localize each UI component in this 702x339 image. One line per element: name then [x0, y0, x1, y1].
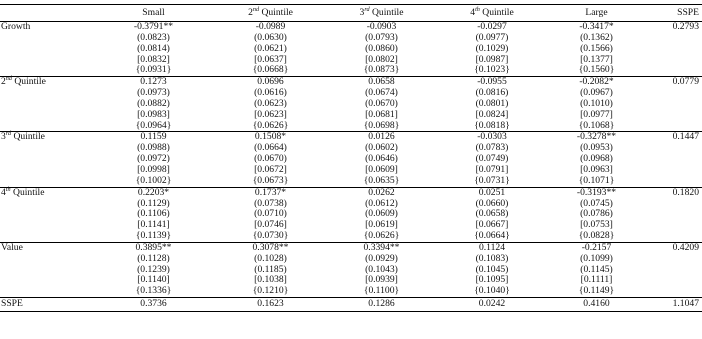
row-label-text: Growth	[1, 21, 31, 32]
table-cell: (0.0609)	[365, 208, 398, 220]
footer-row	[0, 298, 702, 312]
column-header-text: SSPE	[677, 6, 699, 18]
table-cell: (0.1185)	[254, 263, 287, 275]
table-cell: -0.3417*	[579, 21, 614, 32]
table-cell: (0.0972)	[137, 153, 170, 165]
column-header-suffix: Quintile	[479, 6, 514, 18]
sspe-cell: 0.4209	[646, 242, 702, 253]
table-cell: {0.0730}	[252, 230, 289, 242]
sspe-cell	[646, 220, 702, 231]
table-cell: [0.0619]	[365, 219, 398, 231]
sspe-cell	[646, 44, 702, 55]
sspe-cell	[646, 254, 702, 265]
row-label-text: 3	[1, 131, 6, 143]
table-cell: 0.1159	[92, 132, 215, 143]
table-cell: (0.0612)	[365, 197, 398, 209]
table-cell: (0.1129)	[137, 197, 170, 209]
row-label-suffix: Quintile	[10, 186, 45, 198]
table-cell: {0.1560}	[578, 64, 615, 76]
sspe-cell	[646, 275, 702, 286]
table-cell: -0.3278**	[547, 132, 646, 143]
sspe-cell	[646, 65, 702, 76]
table-cell: [0.0832]	[137, 53, 170, 65]
footer-cell: 1.1047	[646, 298, 702, 312]
table-cell: [0.0672]	[254, 163, 287, 175]
sspe-cell	[646, 110, 702, 121]
sspe-cell	[646, 209, 702, 220]
table-cell: (0.1145)	[580, 263, 613, 275]
row-label-superscript: rd	[5, 130, 12, 138]
column-header-6	[646, 5, 702, 22]
sspe-cell: 0.1820	[646, 187, 702, 198]
table-cell: 0.1508*	[215, 132, 326, 143]
row-label	[0, 110, 92, 121]
table-cell: {0.0931}	[135, 64, 172, 76]
table-row	[0, 44, 702, 55]
table-row	[0, 121, 702, 132]
table-cell: (0.0793)	[365, 31, 398, 43]
footer-cell: 0.4160	[547, 298, 646, 312]
row-label	[0, 165, 92, 176]
row-label-text: 2	[1, 76, 6, 88]
sspe-cell	[646, 55, 702, 66]
table-cell: (0.1099)	[580, 252, 613, 264]
table-cell: -0.3791**	[133, 21, 174, 32]
table-cell: {0.0964}	[135, 119, 172, 131]
sspe-cell: 0.0779	[646, 77, 702, 88]
table-cell: (0.1083)	[475, 252, 509, 264]
column-header-1	[92, 5, 215, 22]
table-cell: (0.0882)	[137, 97, 170, 109]
table-cell: (0.0623)	[254, 97, 287, 109]
table-cell: (0.1566)	[580, 42, 613, 54]
row-label	[0, 265, 92, 276]
table-cell: [0.0939]	[365, 274, 398, 286]
table-cell: [0.0746]	[254, 219, 287, 231]
row-label	[0, 55, 92, 66]
table-cell: -0.2157	[547, 242, 646, 253]
table-cell: -0.0303	[437, 132, 547, 143]
table-cell: (0.0602)	[365, 142, 398, 154]
table-cell: [0.0998]	[137, 163, 170, 175]
footer-cell: 0.1286	[326, 298, 437, 312]
table-cell: (0.1239)	[137, 263, 170, 275]
row-label	[0, 132, 92, 143]
table-cell: {0.0818}	[474, 119, 510, 131]
row-label-text: Value	[1, 241, 23, 253]
table-cell: {0.1068}	[578, 119, 615, 131]
table-cell: (0.0973)	[137, 87, 170, 99]
table-cell: [0.0681]	[365, 108, 398, 120]
table-cell: [0.0977]	[580, 108, 613, 120]
column-header-superscript: th	[475, 5, 480, 13]
table-cell: {0.1071}	[578, 174, 615, 186]
table-cell: (0.0749)	[475, 153, 509, 165]
table-cell: [0.0791]	[475, 163, 509, 175]
row-label	[0, 187, 92, 198]
table-cell: {0.1002}	[135, 174, 172, 186]
table-cell: (0.0664)	[254, 142, 287, 154]
sspe-cell	[646, 176, 702, 187]
table-cell: (0.0786)	[580, 208, 613, 220]
row-label	[0, 143, 92, 154]
table-cell: {0.1149}	[578, 285, 615, 297]
column-header-text: 4	[470, 6, 476, 18]
row-label-suffix: Quintile	[11, 131, 45, 143]
table-cell: 0.0251	[437, 187, 547, 198]
column-header-4	[437, 5, 547, 22]
table-cell: (0.0621)	[254, 42, 287, 54]
sspe-cell	[646, 154, 702, 165]
table-cell: {0.1336}	[135, 285, 172, 297]
sspe-cell	[646, 121, 702, 132]
row-label-text: 4	[1, 186, 6, 198]
table-row	[0, 65, 702, 76]
table-cell: -0.3193**	[547, 187, 646, 198]
sspe-cell	[646, 143, 702, 154]
row-label	[0, 254, 92, 265]
table-cell: (0.1029)	[475, 42, 509, 54]
table-cell: {0.0664}	[474, 230, 510, 242]
table-row	[0, 110, 702, 121]
sspe-cell	[646, 99, 702, 110]
column-header-text: Small	[142, 6, 165, 18]
results-table	[0, 4, 702, 312]
table-cell: {0.1023}	[474, 64, 510, 76]
row-label	[0, 44, 92, 55]
table-cell: {0.0673}	[252, 174, 289, 186]
table-cell: (0.0814)	[137, 42, 170, 54]
column-header-suffix: Quintile	[369, 6, 404, 18]
table-cell: (0.0616)	[254, 87, 287, 99]
table-cell: (0.0977)	[475, 31, 509, 43]
table-cell: {0.1100}	[363, 285, 400, 297]
table-cell: [0.0623]	[254, 108, 287, 120]
table-cell: 0.3394**	[326, 242, 437, 253]
table-cell: [0.0609]	[365, 163, 398, 175]
table-cell: [0.1140]	[137, 274, 170, 286]
table-row	[0, 286, 702, 297]
table-cell: {0.0698}	[363, 119, 400, 131]
table-cell: {0.0626}	[363, 230, 400, 242]
table-cell: [0.0983]	[137, 108, 170, 120]
column-header-0	[0, 5, 92, 22]
table-cell: 0.1737*	[215, 187, 326, 198]
row-label	[0, 275, 92, 286]
table-cell: (0.0860)	[365, 42, 398, 54]
sspe-cell	[646, 199, 702, 210]
footer-cell: 0.3736	[92, 298, 215, 312]
table-cell: (0.1128)	[137, 252, 170, 264]
table-cell: (0.1028)	[254, 252, 287, 264]
table-cell: [0.0753]	[580, 219, 613, 231]
table-cell: 0.0262	[326, 187, 437, 198]
row-label	[0, 209, 92, 220]
row-label	[0, 286, 92, 297]
table-cell: 0.3895**	[92, 242, 215, 253]
table-body	[0, 22, 702, 298]
table-cell: 0.0658	[326, 77, 437, 88]
table-cell: -0.0955	[437, 77, 547, 88]
table-cell: (0.0660)	[475, 197, 509, 209]
sspe-cell	[646, 165, 702, 176]
table-cell: 0.2203*	[92, 187, 215, 198]
table-cell: [0.1141]	[137, 219, 170, 231]
table-cell: (0.0988)	[137, 142, 170, 154]
table-cell: (0.0670)	[254, 153, 287, 165]
table-cell: (0.0816)	[475, 87, 509, 99]
table-cell: [0.1377]	[580, 53, 613, 65]
table-row	[0, 187, 702, 198]
table-cell: (0.0801)	[475, 97, 509, 109]
table-cell: (0.0630)	[254, 31, 287, 43]
table-cell: (0.1045)	[475, 263, 509, 275]
row-label	[0, 99, 92, 110]
row-label-superscript: th	[5, 185, 11, 193]
row-label	[0, 220, 92, 231]
sspe-cell	[646, 33, 702, 44]
row-label	[0, 199, 92, 210]
table-cell: (0.0783)	[475, 142, 509, 154]
column-header-text: 3	[359, 6, 365, 18]
table-row	[0, 231, 702, 242]
row-label	[0, 176, 92, 187]
sspe-cell: 0.1447	[646, 132, 702, 143]
table-cell: (0.0738)	[254, 197, 287, 209]
column-header-text: 2	[248, 6, 253, 18]
header-row	[0, 5, 702, 22]
table-cell: (0.0953)	[580, 142, 613, 154]
table-row	[0, 254, 702, 265]
sspe-cell	[646, 231, 702, 242]
column-header-5	[547, 5, 646, 22]
table-cell: {0.0828}	[578, 230, 615, 242]
row-label	[0, 242, 92, 253]
table-cell: 0.0126	[326, 132, 437, 143]
table-cell: 0.0696	[215, 77, 326, 88]
table-cell: [0.0667]	[475, 219, 509, 231]
row-label-superscript: nd	[5, 75, 12, 83]
table-cell: (0.0658)	[475, 208, 509, 220]
table-cell: (0.0710)	[254, 208, 287, 220]
table-cell: {0.1040}	[474, 285, 510, 297]
sspe-cell	[646, 286, 702, 297]
column-header-3	[326, 5, 437, 22]
table-cell: (0.0674)	[365, 87, 398, 99]
table-cell: (0.0670)	[365, 97, 398, 109]
row-label	[0, 77, 92, 88]
column-header-2	[215, 5, 326, 22]
table-cell: [0.1095]	[475, 274, 509, 286]
table-cell: [0.0963]	[580, 163, 613, 175]
column-header-suffix: Quintile	[259, 6, 293, 18]
table-cell: 0.1124	[437, 242, 547, 253]
column-header-text: Large	[585, 6, 608, 18]
footer-cell: 0.0242	[437, 298, 547, 312]
table-cell: -0.2082*	[547, 77, 646, 88]
table-cell: (0.0967)	[580, 87, 613, 99]
row-label	[0, 33, 92, 44]
table-cell: (0.1043)	[365, 263, 398, 275]
table-cell: (0.0968)	[580, 153, 613, 165]
footer-cell: 0.1623	[215, 298, 326, 312]
row-label	[0, 231, 92, 242]
row-label	[0, 88, 92, 99]
row-label	[0, 22, 92, 33]
table-row	[0, 176, 702, 187]
table-cell: (0.0646)	[365, 153, 398, 165]
table-cell: -0.0297	[477, 21, 507, 32]
table-cell: (0.1106)	[137, 208, 170, 220]
table-cell: (0.0929)	[365, 252, 398, 264]
table-cell: [0.0802]	[365, 53, 398, 65]
footer-label: SSPE	[0, 298, 92, 312]
table-cell: 0.1273	[92, 77, 215, 88]
sspe-cell	[646, 265, 702, 276]
table-cell: {0.1139}	[135, 230, 172, 242]
row-label-suffix: Quintile	[11, 76, 46, 88]
table-cell: {0.0626}	[252, 119, 289, 131]
table-cell: {0.0731}	[474, 174, 510, 186]
table-cell: [0.0824]	[475, 108, 509, 120]
table-cell: 0.3078**	[215, 242, 326, 253]
table-cell: -0.0989	[255, 21, 286, 32]
table-cell: [0.1038]	[254, 274, 287, 286]
sspe-cell	[646, 88, 702, 99]
table-cell: (0.1010)	[580, 97, 613, 109]
table-cell: [0.0637]	[254, 53, 287, 65]
table-cell: {0.0668}	[252, 64, 289, 76]
column-header-superscript: nd	[252, 5, 260, 13]
table-cell: {0.0873}	[363, 64, 400, 76]
table-cell: (0.0823)	[137, 31, 170, 43]
sspe-cell: 0.2793	[672, 21, 699, 32]
table-cell: -0.0903	[366, 21, 397, 32]
table-cell: (0.0745)	[580, 197, 613, 209]
table-cell: {0.0635}	[363, 174, 400, 186]
table-cell: {0.1210}	[252, 285, 289, 297]
table-cell: (0.1362)	[580, 31, 613, 43]
column-header-superscript: rd	[364, 5, 370, 13]
row-label	[0, 154, 92, 165]
table-cell: [0.0987]	[475, 53, 509, 65]
table-cell: [0.1111]	[580, 274, 613, 286]
